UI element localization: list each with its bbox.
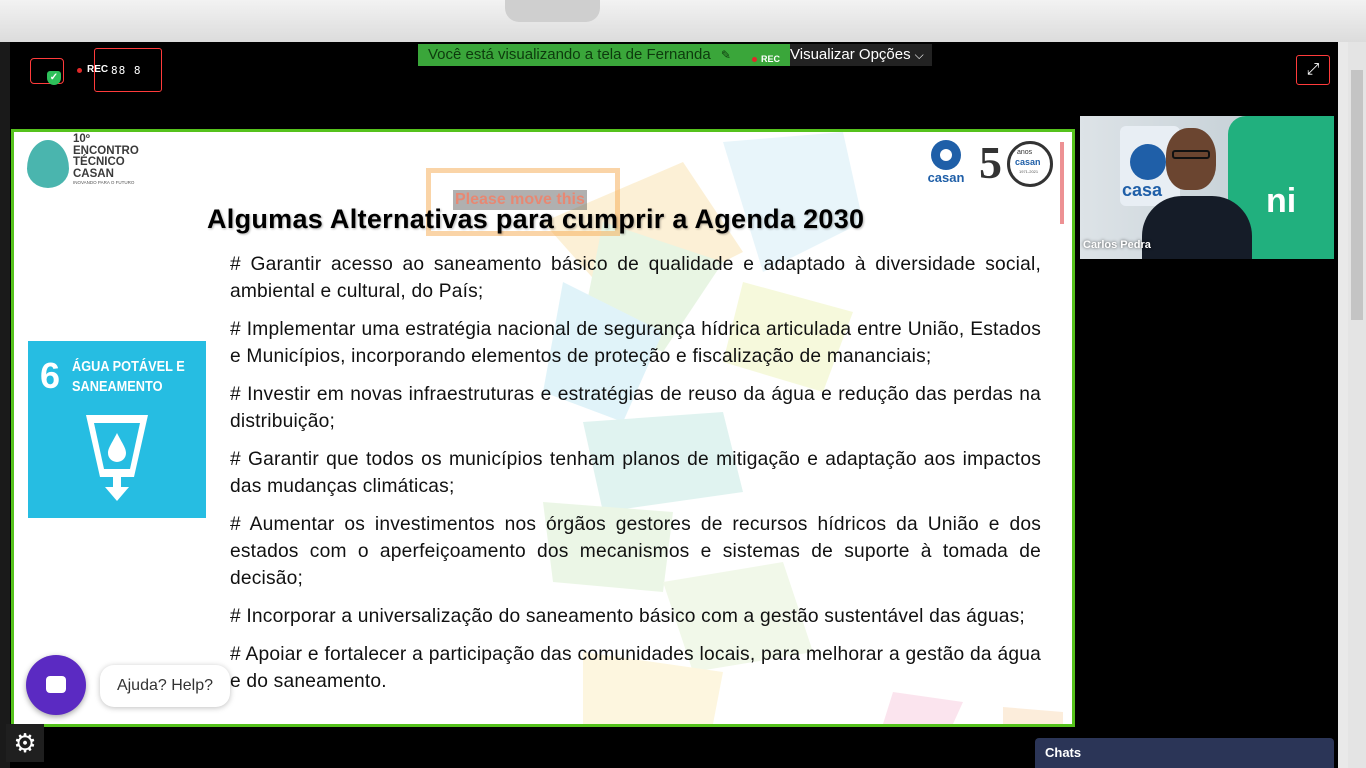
casan-c-icon — [931, 140, 961, 170]
chat-icon — [46, 676, 66, 693]
settings-button[interactable] — [6, 724, 44, 762]
casan-logo-text: casan — [927, 170, 965, 185]
chevron-down-icon: ⌵ — [914, 48, 924, 62]
share-banner-text: Você está visualizando a tela de Fernanda — [428, 46, 711, 63]
help-chat-button[interactable] — [26, 655, 86, 715]
page-scrollbar[interactable] — [1348, 42, 1366, 768]
presentation-slide — [23, 132, 1066, 724]
logo-line-4: CASAN — [73, 167, 114, 180]
glasses-icon — [1172, 150, 1210, 159]
scrollbar-thumb[interactable] — [1351, 70, 1363, 320]
shared-screen — [11, 129, 1075, 727]
help-text: Ajuda? Help? — [116, 677, 214, 694]
slide-red-accent — [1060, 142, 1064, 224]
fullscreen-button[interactable] — [1296, 55, 1330, 85]
browser-top-strip — [0, 0, 1366, 42]
gear-icon: ⚙ — [13, 728, 37, 758]
wheel-wedge-orange — [1003, 707, 1063, 724]
view-options-label: Visualizar Opções — [790, 46, 911, 63]
logo-tagline: INOVANDO PARA O FUTURO — [73, 180, 135, 185]
participant-body — [1142, 196, 1252, 259]
recording-timer: 88 8 — [111, 64, 142, 77]
bullet-item-2: # Implementar uma estratégia nacional de segurança hídrica articulada entre União, Estados e Municípios, incorporando elementos de proteção e fiscalização de mananciais; — [230, 319, 1041, 367]
water-cup-icon — [84, 413, 150, 505]
chats-panel-tab[interactable] — [1035, 738, 1334, 768]
sdg-6-card — [28, 341, 206, 518]
help-prompt[interactable] — [100, 665, 230, 707]
bullet-item-6: # Incorporar a universalização do saneamento básico com a gestão sustentável das águas; — [230, 606, 1025, 627]
bullet-item-7: # Apoiar e fortalecer a participação das comunidades locais, para melhorar a gestão da água e do saneamento. — [230, 644, 1041, 692]
logo-50-years: 1971-2021 — [1019, 169, 1039, 174]
sdg-number: 6 — [40, 355, 61, 396]
view-options-dropdown[interactable] — [790, 44, 932, 66]
chats-label: Chats — [1045, 745, 1082, 760]
bullet-item-5: # Aumentar os investimentos nos órgãos gestores de recursos hídricos da União e dos estados com o aperfeiçoamento dos mecanismos e sistemas de suporte à tomada de decisão; — [230, 514, 1041, 589]
logo-line-3: TÉCNICO — [73, 156, 125, 168]
encontro-logo-text — [73, 134, 149, 186]
security-status-button[interactable] — [30, 58, 64, 84]
casan-banner-logo-icon — [1130, 144, 1166, 180]
participant-head — [1166, 128, 1216, 190]
bullet-item-3: # Investir em novas infraestruturas e estratégias de reuso da água e redução das perdas na distribuição; — [230, 384, 1041, 432]
casan-50-years-logo — [979, 137, 1057, 189]
bullet-item-1: # Garantir acesso ao saneamento básico de qualidade e adaptado à diversidade social, ambiental e cultural, do País; — [230, 254, 1041, 302]
left-edge — [0, 42, 10, 768]
logo-50-number: 5 — [979, 137, 1002, 188]
logo-line-1: 10º — [73, 133, 90, 145]
logo-line-2: ENCONTRO — [73, 144, 139, 157]
logo-50-name: casan — [1015, 157, 1041, 167]
encontro-tecnico-logo — [27, 134, 147, 190]
screen-share-banner — [418, 44, 790, 66]
expand-icon: ⤢ — [1306, 61, 1320, 78]
recording-label: REC — [87, 64, 109, 75]
participant-name: Carlos Pedra — [1083, 239, 1151, 251]
banner-rec-label: REC — [752, 48, 780, 70]
meeting-window — [10, 42, 1338, 768]
move-hint-text: Please move this — [455, 191, 585, 208]
mic-muted-icon: ✎ — [720, 48, 731, 62]
recording-dot-icon — [77, 68, 82, 73]
casan-banner-text: casa — [1122, 180, 1163, 200]
participant-video-tile[interactable] — [1080, 116, 1334, 259]
logo-50-anos: anos — [1017, 149, 1033, 156]
water-drop-icon — [27, 140, 69, 188]
shield-check-icon: ✓ — [47, 71, 61, 85]
green-banner-text: ni — [1266, 182, 1297, 220]
bullet-item-4: # Garantir que todos os municípios tenham planos de mitigação e adaptação aos impactos das mudanças climáticas; — [230, 449, 1041, 497]
bullet-list — [230, 251, 1041, 706]
background-projector — [505, 0, 600, 22]
sdg-label: ÁGUA POTÁVEL E SANEAMENTO — [72, 359, 185, 395]
slide-title: Algumas Alternativas para cumprir a Agenda 2030 — [207, 204, 865, 234]
casan-logo — [921, 140, 971, 188]
